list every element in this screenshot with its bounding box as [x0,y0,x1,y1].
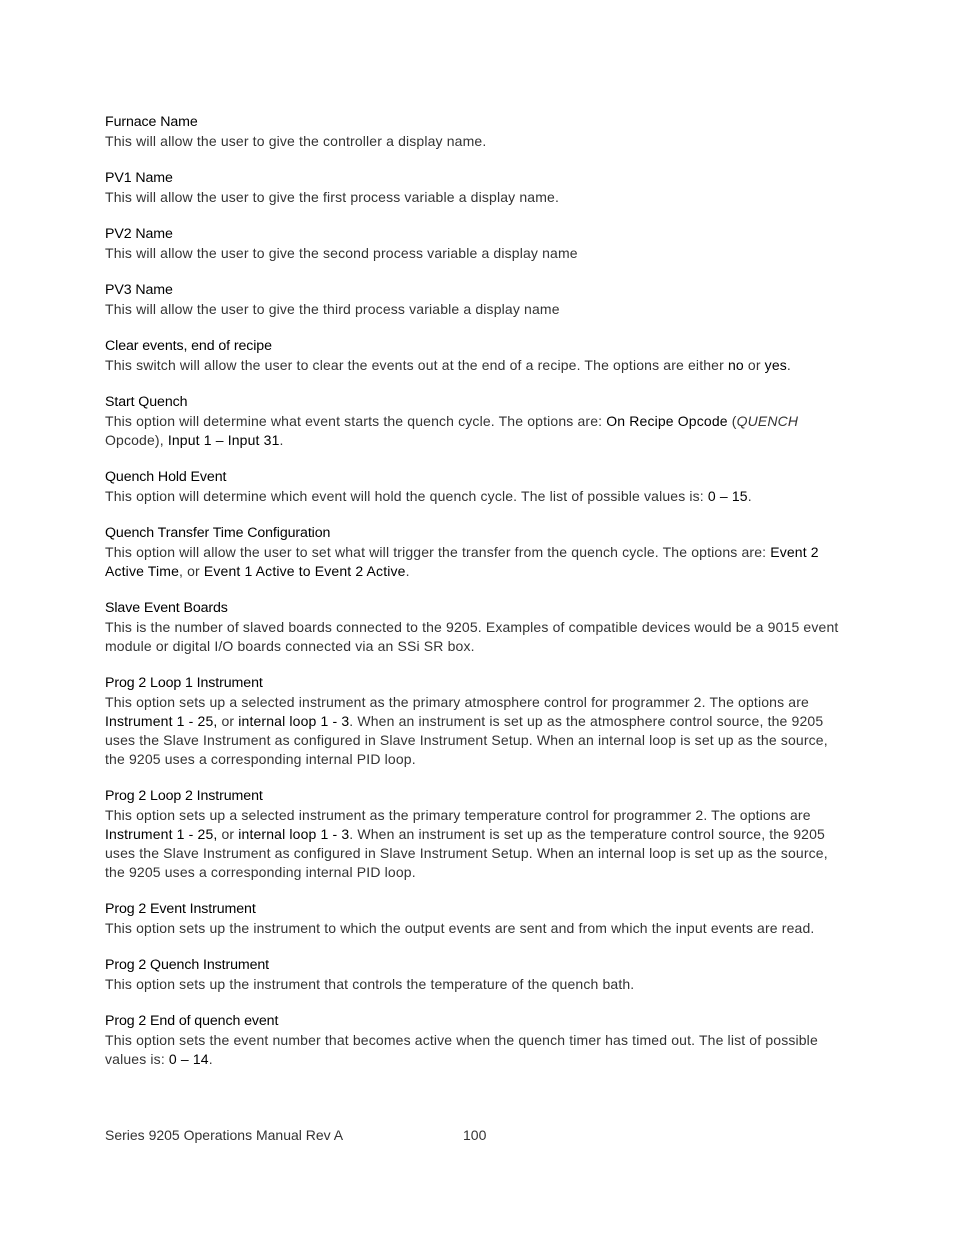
section-body [105,356,845,375]
section-body [105,919,845,938]
body-text: This option sets up a selected instrument as the primary atmosphere control for programmer 2. The options are [105,694,809,710]
option-value: no [727,357,744,373]
section-prog2-loop2-instrument [105,787,845,882]
section-pv1-name [105,169,845,207]
body-text: Opcode), [105,432,168,448]
section-heading: PV1 Name [105,170,173,186]
option-value: Input 1 – Input 31 [167,432,280,448]
body-text: . [279,432,284,448]
body-text: This is the number of slaved boards connected to the 9205. Examples of compatible devices would be a 9015 event module or digital I/O boards connected via an SSi SR box. [105,619,839,654]
section-prog2-end-of-quench-event [105,1012,845,1069]
body-text: or [217,826,239,842]
option-value: 0 – 14 [168,1051,209,1067]
section-heading: Quench Transfer Time Configuration [105,525,331,541]
section-body [105,487,845,506]
section-body [105,618,845,656]
section-heading: Start Quench [105,394,188,410]
section-prog2-event-instrument [105,900,845,938]
body-text: . [747,488,752,504]
section-slave-event-boards [105,599,845,656]
option-value: yes [764,357,787,373]
page-number: 100 [463,1127,487,1143]
section-start-quench [105,393,845,450]
body-text: This switch will allow the user to clear the events out at the end of a recipe. The options are either [105,357,728,373]
option-value: internal loop 1 - 3 [238,826,350,842]
section-furnace-name [105,113,845,151]
section-quench-hold-event [105,468,845,506]
option-value: Instrument 1 - 25, [105,713,218,729]
section-heading: Prog 2 Quench Instrument [105,957,269,973]
body-text: . [208,1051,213,1067]
section-body [105,244,845,263]
body-text: This will allow the user to give the first process variable a display name. [105,189,559,205]
section-heading: Prog 2 Loop 2 Instrument [105,788,263,804]
section-heading: Prog 2 End of quench event [105,1013,279,1029]
body-text: This option sets up the instrument that controls the temperature of the quench bath. [105,976,635,992]
section-body [105,188,845,207]
body-text: . [786,357,791,373]
section-body [105,543,845,581]
section-heading: Furnace Name [105,114,198,130]
body-text: This will allow the user to give the controller a display name. [105,133,487,149]
section-body [105,1031,845,1069]
section-heading: Quench Hold Event [105,469,227,485]
option-value: internal loop 1 - 3 [238,713,350,729]
body-text: This option sets the event number that becomes active when the quench timer has timed out. The list of possible values is: [105,1032,818,1067]
section-heading: Prog 2 Loop 1 Instrument [105,675,263,691]
section-body [105,693,845,769]
body-text: This option will determine which event will hold the quench cycle. The list of possible values is: [105,488,708,504]
section-pv3-name [105,281,845,319]
option-value: 0 – 15 [707,488,748,504]
body-text: This option will allow the user to set what will trigger the transfer from the quench cycle. The options are: [105,544,771,560]
body-text: This option will determine what event starts the quench cycle. The options are: [105,413,607,429]
option-value: Event 1 Active to Event 2 Active [203,563,406,579]
section-pv2-name [105,225,845,263]
italic-term: QUENCH [736,413,799,429]
section-heading: Clear events, end of recipe [105,338,272,354]
manual-title: Series 9205 Operations Manual Rev A [105,1127,344,1143]
section-body [105,300,845,319]
body-text: , or [179,563,204,579]
section-heading: PV2 Name [105,226,173,242]
document-page [105,113,845,1087]
body-text: ( [727,413,737,429]
body-text: . When an instrument is set up as the atmosphere control source, the 9205 uses the Slave Instrument as configured in Slave Instrument Setup. When an internal loop is set up as the source, the 9205 uses a corresponding internal PID loop. [105,713,828,767]
section-heading: Slave Event Boards [105,600,228,616]
section-body [105,806,845,882]
option-value: Instrument 1 - 25, [105,826,218,842]
option-value: On Recipe Opcode [606,413,728,429]
body-text: This will allow the user to give the third process variable a display name [105,301,560,317]
option-value: Event 2 Active Time [105,544,819,579]
body-text: or [743,357,765,373]
body-text: . [405,563,410,579]
section-clear-events [105,337,845,375]
section-quench-transfer-time [105,524,845,581]
section-body [105,975,845,994]
section-heading: PV3 Name [105,282,173,298]
body-text: This option sets up a selected instrument as the primary temperature control for programmer 2. The options are [105,807,811,823]
page-footer [105,1126,845,1145]
section-body [105,412,845,450]
body-text: This will allow the user to give the second process variable a display name [105,245,578,261]
body-text: . When an instrument is set up as the temperature control source, the 9205 uses the Slave Instrument as configured in Slave Instrument Setup. When an internal loop is set up as the source, the 9205 uses a corresponding internal PID loop. [105,826,828,880]
section-body [105,132,845,151]
section-heading: Prog 2 Event Instrument [105,901,256,917]
body-text: This option sets up the instrument to which the output events are sent and from which the input events are read. [105,920,815,936]
section-prog2-loop1-instrument [105,674,845,769]
section-prog2-quench-instrument [105,956,845,994]
body-text: or [217,713,239,729]
